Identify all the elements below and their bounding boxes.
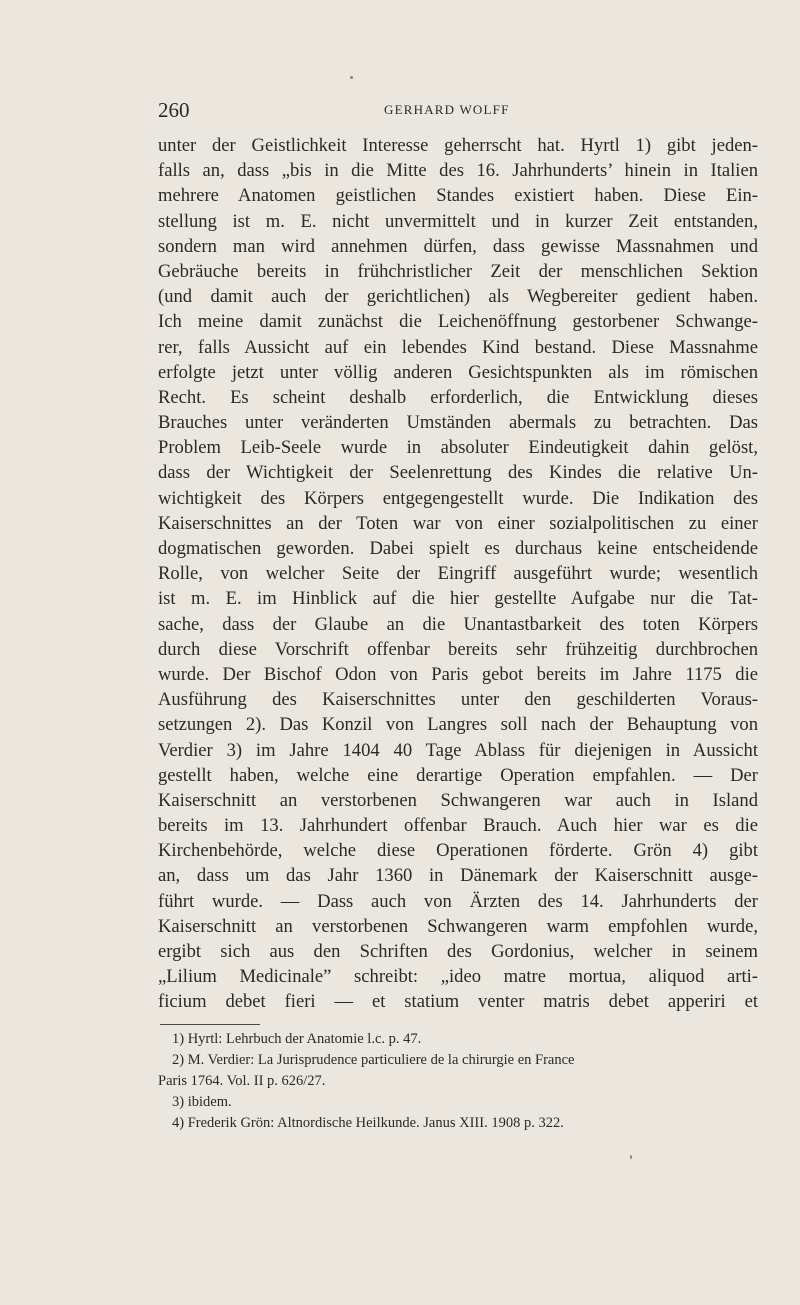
text-line: Kaiserschnitt an verstorbenen Schwangeren war auch in Island <box>158 789 758 811</box>
page-number: 260 <box>158 98 190 122</box>
text-line: durch diese Vorschrift offenbar bereits sehr frühzeitig durchbrochen <box>158 638 758 660</box>
text-line: dass der Wichtigkeit der Seelenrettung des Kindes die relative Un- <box>158 462 758 484</box>
text-line: sondern man wird annehmen dürfen, dass gewisse Massnahmen und <box>158 235 758 257</box>
text-line: Kirchenbehörde, welche diese Operationen förderte. Grön 4) gibt <box>158 840 758 862</box>
text-line: an, dass um das Jahr 1360 in Dänemark der Kaiserschnitt ausge- <box>158 865 758 887</box>
text-line: setzungen 2). Das Konzil von Langres soll nach der Behauptung von <box>158 714 758 736</box>
text-line: falls an, dass „bis in die Mitte des 16. Jahrhunderts’ hinein in Italien <box>158 160 758 182</box>
text-line: (und damit auch der gerichtlichen) als Wegbereiter gedient haben. <box>158 286 758 308</box>
paper-speck <box>350 76 353 79</box>
text-line: Brauches unter veränderten Umständen abermals zu betrachten. Das <box>158 412 758 434</box>
text-line: Gebräuche bereits in frühchristlicher Zeit der menschlichen Sektion <box>158 260 758 282</box>
body-text <box>158 133 758 1015</box>
text-line: Verdier 3) im Jahre 1404 40 Tage Ablass für diejenigen in Aussicht <box>158 739 758 761</box>
text-line: „Lilium Medicinale” schreibt: „ideo matre mortua, aliquod arti- <box>158 966 758 988</box>
text-line: Ich meine damit zunächst die Leichenöffnung gestorbener Schwange- <box>158 311 758 333</box>
text-line: erfolgte jetzt unter völlig anderen Gesichtspunkten als im römischen <box>158 361 758 383</box>
text-line: Kaiserschnitt an verstorbenen Schwangeren warm empfohlen wurde, <box>158 915 758 937</box>
text-line: Ausführung des Kaiserschnittes unter den geschilderten Voraus- <box>158 689 758 711</box>
footnote: 2) M. Verdier: La Jurisprudence particuliere de la chirurgie en France <box>172 1052 575 1068</box>
footnotes <box>158 1029 762 1134</box>
paper-speck <box>630 1155 632 1159</box>
text-line: wurde. Der Bischof Odon von Paris gebot bereits im Jahre 1175 die <box>158 663 758 685</box>
text-line: gestellt haben, welche eine derartige Operation empfahlen. — Der <box>158 764 758 786</box>
text-line: Recht. Es scheint deshalb erforderlich, die Entwicklung dieses <box>158 386 758 408</box>
text-line: führt wurde. — Dass auch von Ärzten des 14. Jahrhunderts der <box>158 890 758 912</box>
running-head: GERHARD WOLFF <box>384 102 510 117</box>
text-line: wichtigkeit des Körpers entgegengestellt wurde. Die Indikation des <box>158 487 758 509</box>
text-line: stellung ist m. E. nicht unvermittelt und in kurzer Zeit entstanden, <box>158 210 758 232</box>
text-line: Rolle, von welcher Seite der Eingriff ausgeführt wurde; wesentlich <box>158 563 758 585</box>
text-line: Problem Leib-Seele wurde in absoluter Eindeutigkeit dahin gelöst, <box>158 437 758 459</box>
text-line: rer, falls Aussicht auf ein lebendes Kind bestand. Diese Massnahme <box>158 336 758 358</box>
text-line: Kaiserschnittes an der Toten war von einer sozialpolitischen zu einer <box>158 512 758 534</box>
footnote: 4) Frederik Grön: Altnordische Heilkunde. Janus XIII. 1908 p. 322. <box>172 1115 564 1131</box>
footnote: 3) ibidem. <box>172 1094 232 1110</box>
text-line: ist m. E. im Hinblick auf die hier gestellte Aufgabe nur die Tat- <box>158 588 758 610</box>
text-line: sache, dass der Glaube an die Unantastbarkeit des toten Körpers <box>158 613 758 635</box>
footnote-continuation: Paris 1764. Vol. II p. 626/27. <box>158 1073 326 1089</box>
footnote: 1) Hyrtl: Lehrbuch der Anatomie l.c. p. 47. <box>172 1031 422 1047</box>
page-header <box>158 98 758 124</box>
footnote-divider <box>160 1024 260 1025</box>
text-line: mehrere Anatomen geistlichen Standes existiert haben. Diese Ein- <box>158 185 758 207</box>
text-line: ergibt sich aus den Schriften des Gordonius, welcher in seinem <box>158 941 758 962</box>
text-line: ficium debet fieri — et statium venter matris debet apperiri et <box>158 991 758 1013</box>
text-line: bereits im 13. Jahrhundert offenbar Brauch. Auch hier war es die <box>158 815 758 837</box>
text-line: dogmatischen geworden. Dabei spielt es durchaus keine entscheidende <box>158 538 758 559</box>
text-line: unter der Geistlichkeit Interesse geherrscht hat. Hyrtl 1) gibt jeden- <box>158 135 758 156</box>
